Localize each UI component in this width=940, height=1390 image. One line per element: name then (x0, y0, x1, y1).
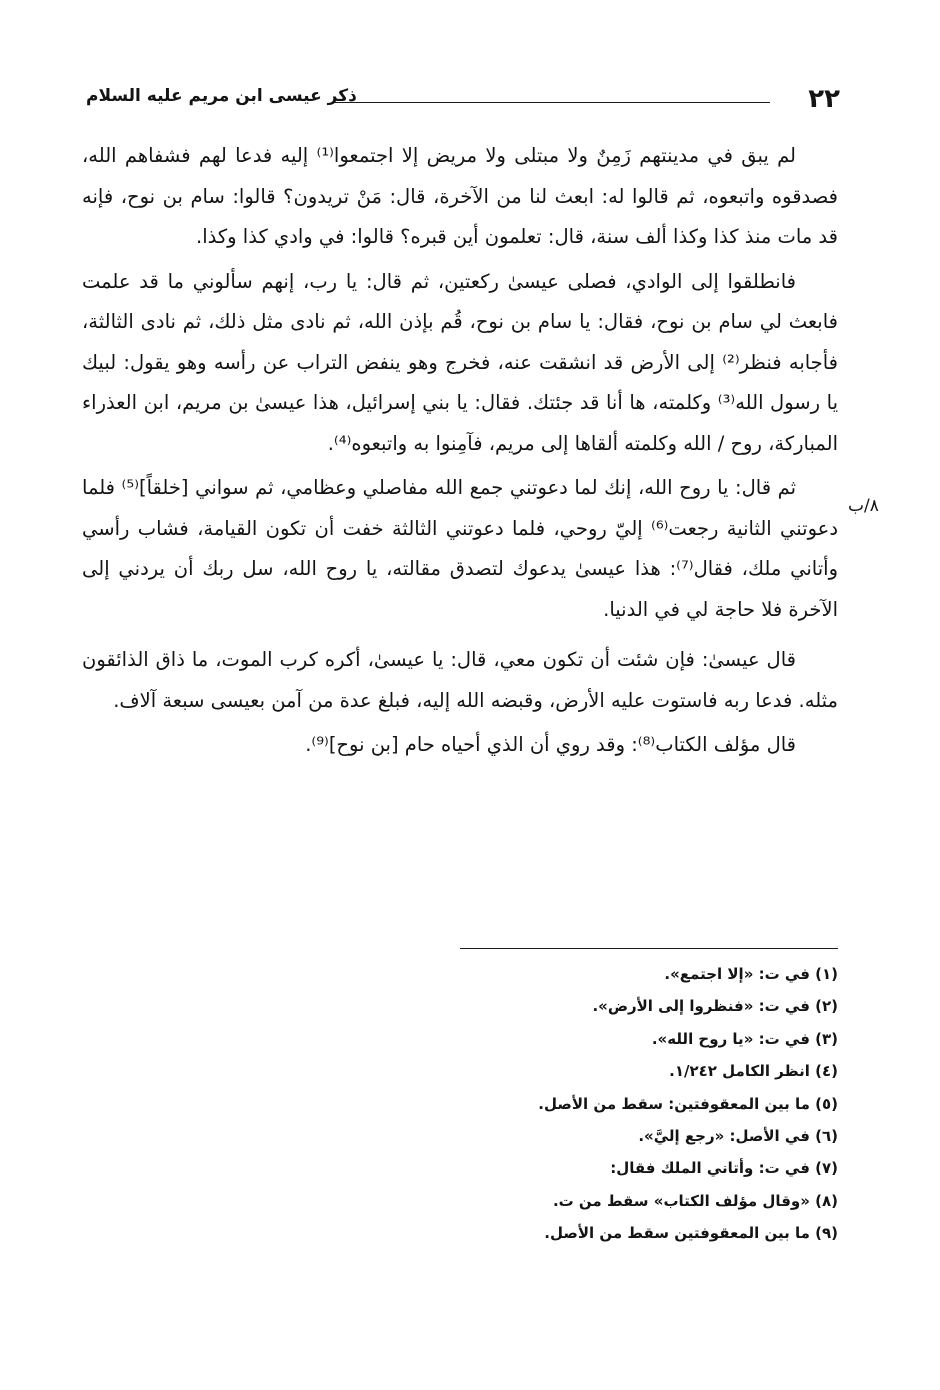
paragraph-2: فانطلقوا إلى الوادي، فصلى عيسىٰ ركعتين، ثم قال: يا رب، إنهم سألوني ما قد علمت فابعث لي سام بن نوح، فقال: يا سام بن نوح، قُم بإذن الله، ثم نادى مثل ذلك، ثم نادى الثالثة، فأجابه فنظر⁽²⁾ إلى الأرض قد انشقت عنه، فخرج وهو ينفض التراب عن رأسه وهو يقول: لبيك يا رسول الله⁽³⁾ وكلمته، ها أنا قد جئتك. فقال: يا بني إسرائيل، هذا عيسىٰ بن مريم، ابن العذراء المباركة، روح / الله وكلمته ألقاها إلى مريم، فآمِنوا به واتبعوه⁽⁴⁾. (82, 269, 839, 455)
footnote-5: (٥) ما بين المعقوفتين: سقط من الأصل. (538, 1094, 838, 1113)
footnote-2: (٢) في ت: «فنظروا إلى الأرض». (592, 997, 838, 1016)
footnotes (238, 958, 838, 1250)
paragraph-5: قال مؤلف الكتاب⁽⁸⁾: وقد روي أن الذي أحياه حام [بن نوح]⁽⁹⁾. (305, 733, 796, 756)
header-rule (334, 102, 770, 103)
footnote-8: (٨) «وقال مؤلف الكتاب» سقط من ت. (552, 1191, 838, 1210)
footnote-1: (١) في ت: «إلا اجتمع». (664, 965, 838, 983)
paragraph-1: لم يبق في مدينتهم زَمِنٌ ولا مبتلى ولا مريض إلا اجتمعوا⁽¹⁾ إليه فدعا لهم فشفاهم الله، فصدقوه واتبعوه، ثم قالوا له: ابعث لنا من الآخرة، قال: مَنْ تريدون؟ قالوا: سام بن نوح، فإنه قد مات منذ كذا وكذا ألف سنة، قال: تعلمون أين قبره؟ قالوا: في وادي كذا وكذا. (82, 144, 838, 248)
paragraph-4: قال عيسىٰ: فإن شئت أن تكون معي، قال: يا عيسىٰ، أكره كرب الموت، ما ذاق الذائقون مثله. فدعا ربه فاستوت عليه الأرض، وقبضه الله إليه، فبلغ عدة من آمن بعيسى سبعة آلاف. (82, 648, 838, 712)
footnote-4: (٤) انظر الكامل ١/٢٤٢. (669, 1062, 838, 1081)
footnote-3: (٣) في ت: «يا روح الله». (651, 1029, 838, 1048)
running-header (86, 84, 840, 120)
main-text (82, 136, 838, 766)
manuscript-folio-marker: ٨/ب (848, 496, 879, 516)
footnote-6: (٦) في الأصل: «رجع إليَّ». (638, 1127, 838, 1146)
page-number: ٢٢ (808, 84, 840, 114)
running-title: ذكر عيسى ابن مريم عليه السلام (86, 86, 357, 106)
footnote-7: (٧) في ت: وأتاني الملك فقال: (610, 1159, 838, 1178)
paragraph-3: ثم قال: يا روح الله، إنك لما دعوتني جمع الله مفاصلي وعظامي، ثم سواني [خلقاً]⁽⁵⁾ فلما دعوتني الثانية رجعت⁽⁶⁾ إليّ روحي، فلما دعوتني الثالثة خفت أن تكون القيامة، فشاب رأسي وأتاني ملك، فقال⁽⁷⁾: هذا عيسىٰ يدعوك لتصدق مقالته، يا روح الله، سل ربك أن يردني إلى الآخرة فلا حاجة لي في الدنيا. (82, 476, 838, 621)
footnote-rule (460, 948, 838, 949)
footnote-9: (٩) ما بين المعقوفتين سقط من الأصل. (544, 1224, 838, 1243)
